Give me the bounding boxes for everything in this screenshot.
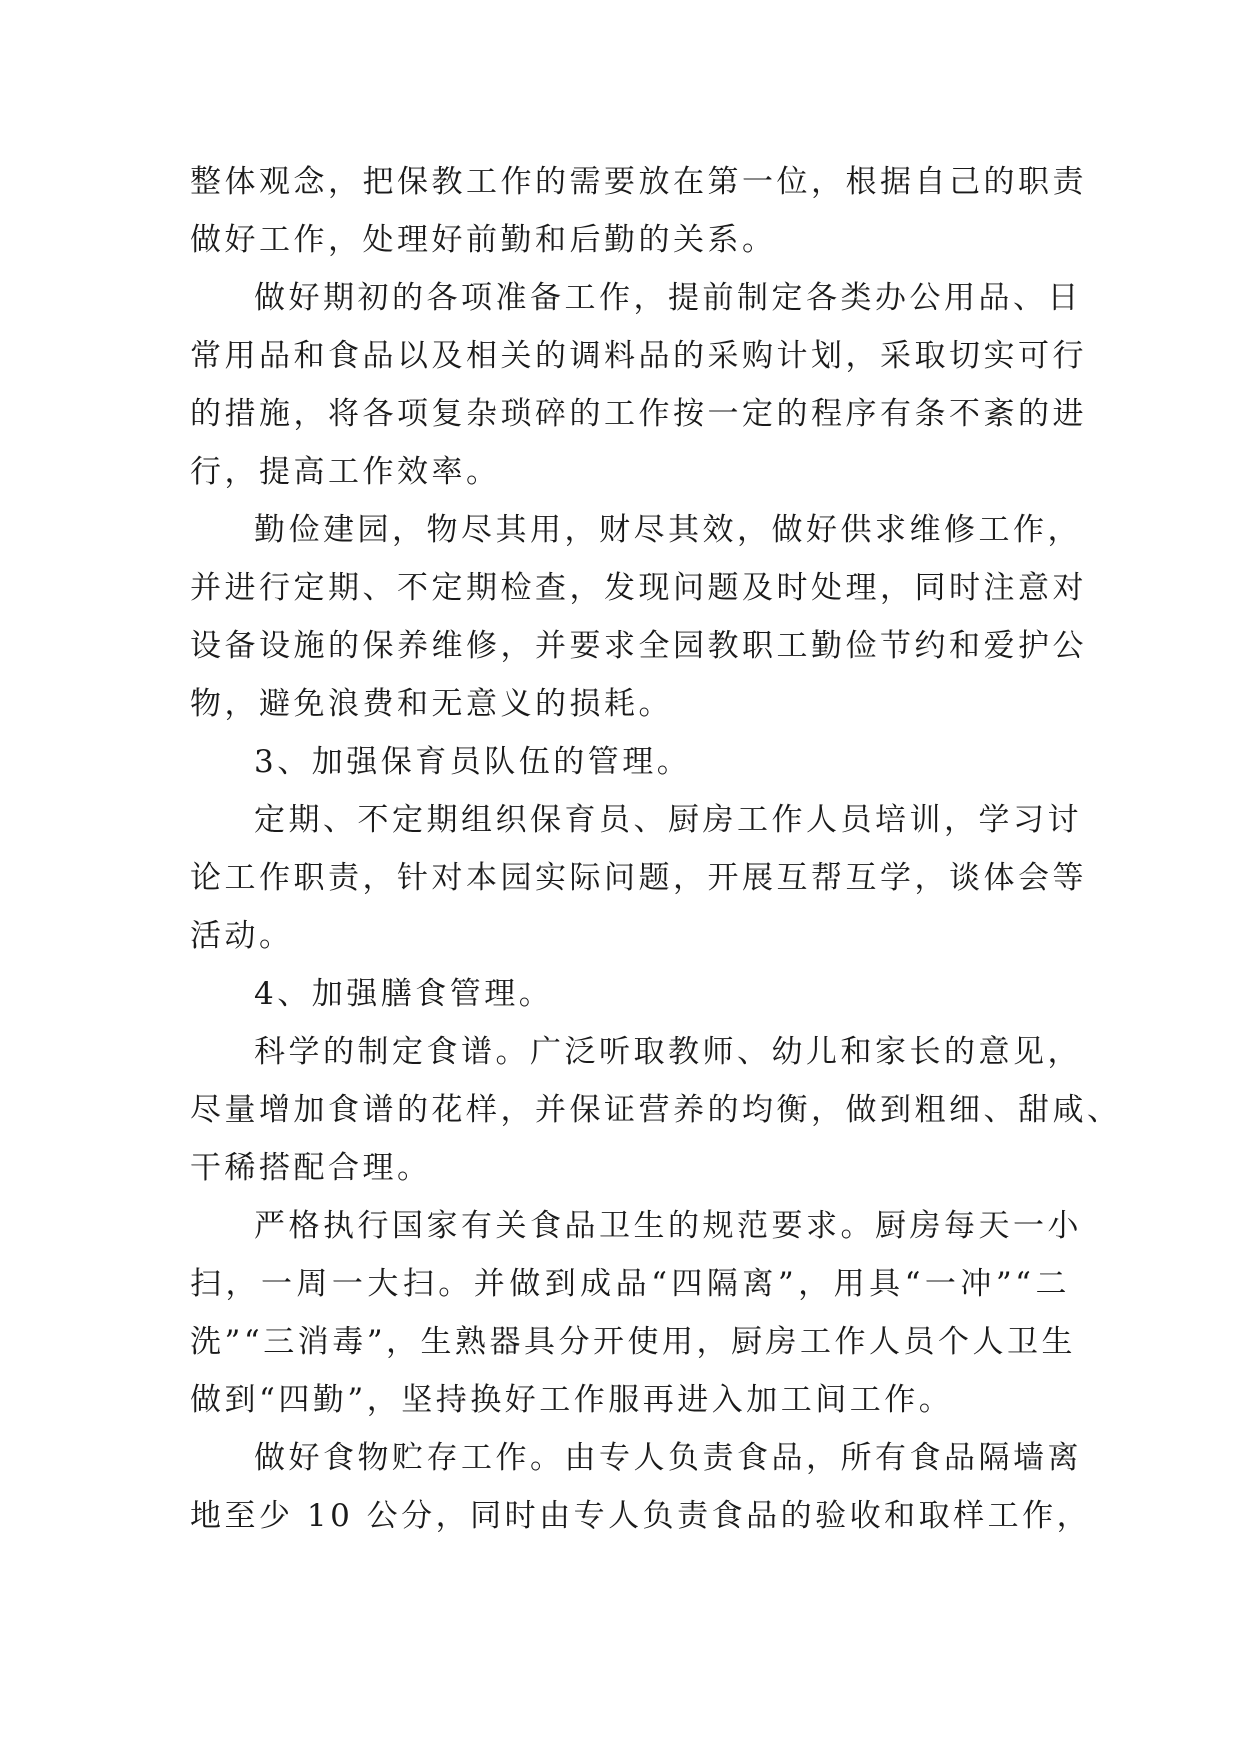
text-line: 物，避免浪费和无意义的损耗。 — [190, 686, 673, 722]
text-line: 设备设施的保养维修，并要求全园教职工勤俭节约和爱护公 — [190, 628, 1087, 664]
text-line: 做好工作，处理好前勤和后勤的关系。 — [190, 222, 777, 258]
text-line: 做好期初的各项准备工作，提前制定各类办公用品、日 — [254, 280, 1082, 316]
section-heading: 3、加强保育员队伍的管理。 — [254, 744, 692, 780]
text-line: 勤俭建园，物尽其用，财尽其效，做好供求维修工作， — [254, 512, 1082, 548]
section-heading: 4、加强膳食管理。 — [254, 976, 554, 1012]
text-line: 常用品和食品以及相关的调料品的采购计划，采取切实可行 — [190, 338, 1087, 374]
text-line: 做到“四勤”，坚持换好工作服再进入加工间工作。 — [190, 1382, 954, 1418]
text-line: 定期、不定期组织保育员、厨房工作人员培训，学习讨 — [254, 802, 1082, 838]
text-line: 地至少 10 公分，同时由专人负责食品的验收和取样工作， — [190, 1498, 1092, 1534]
text-line: 尽量增加食谱的花样，并保证营养的均衡，做到粗细、甜咸、 — [190, 1092, 1122, 1128]
text-line: 论工作职责，针对本园实际问题，开展互帮互学，谈体会等 — [190, 860, 1087, 896]
text-line: 科学的制定食谱。广泛听取教师、幼儿和家长的意见， — [254, 1034, 1082, 1070]
text-line: 扫，一周一大扫。并做到成品“四隔离”，用具“一冲”“二 — [190, 1266, 1070, 1302]
text-line: 活动。 — [190, 918, 294, 954]
text-line: 洗”“三消毒”，生熟器具分开使用，厨房工作人员个人卫生 — [190, 1324, 1077, 1360]
text-line: 严格执行国家有关食品卫生的规范要求。厨房每天一小 — [254, 1208, 1082, 1244]
text-line: 做好食物贮存工作。由专人负责食品，所有食品隔墙离 — [254, 1440, 1082, 1476]
text-line: 的措施，将各项复杂琐碎的工作按一定的程序有条不紊的进 — [190, 396, 1087, 432]
text-line: 整体观念，把保教工作的需要放在第一位，根据自己的职责 — [190, 164, 1087, 200]
text-line: 干稀搭配合理。 — [190, 1150, 432, 1186]
text-line: 并进行定期、不定期检查，发现问题及时处理，同时注意对 — [190, 570, 1087, 606]
text-line: 行，提高工作效率。 — [190, 454, 501, 490]
